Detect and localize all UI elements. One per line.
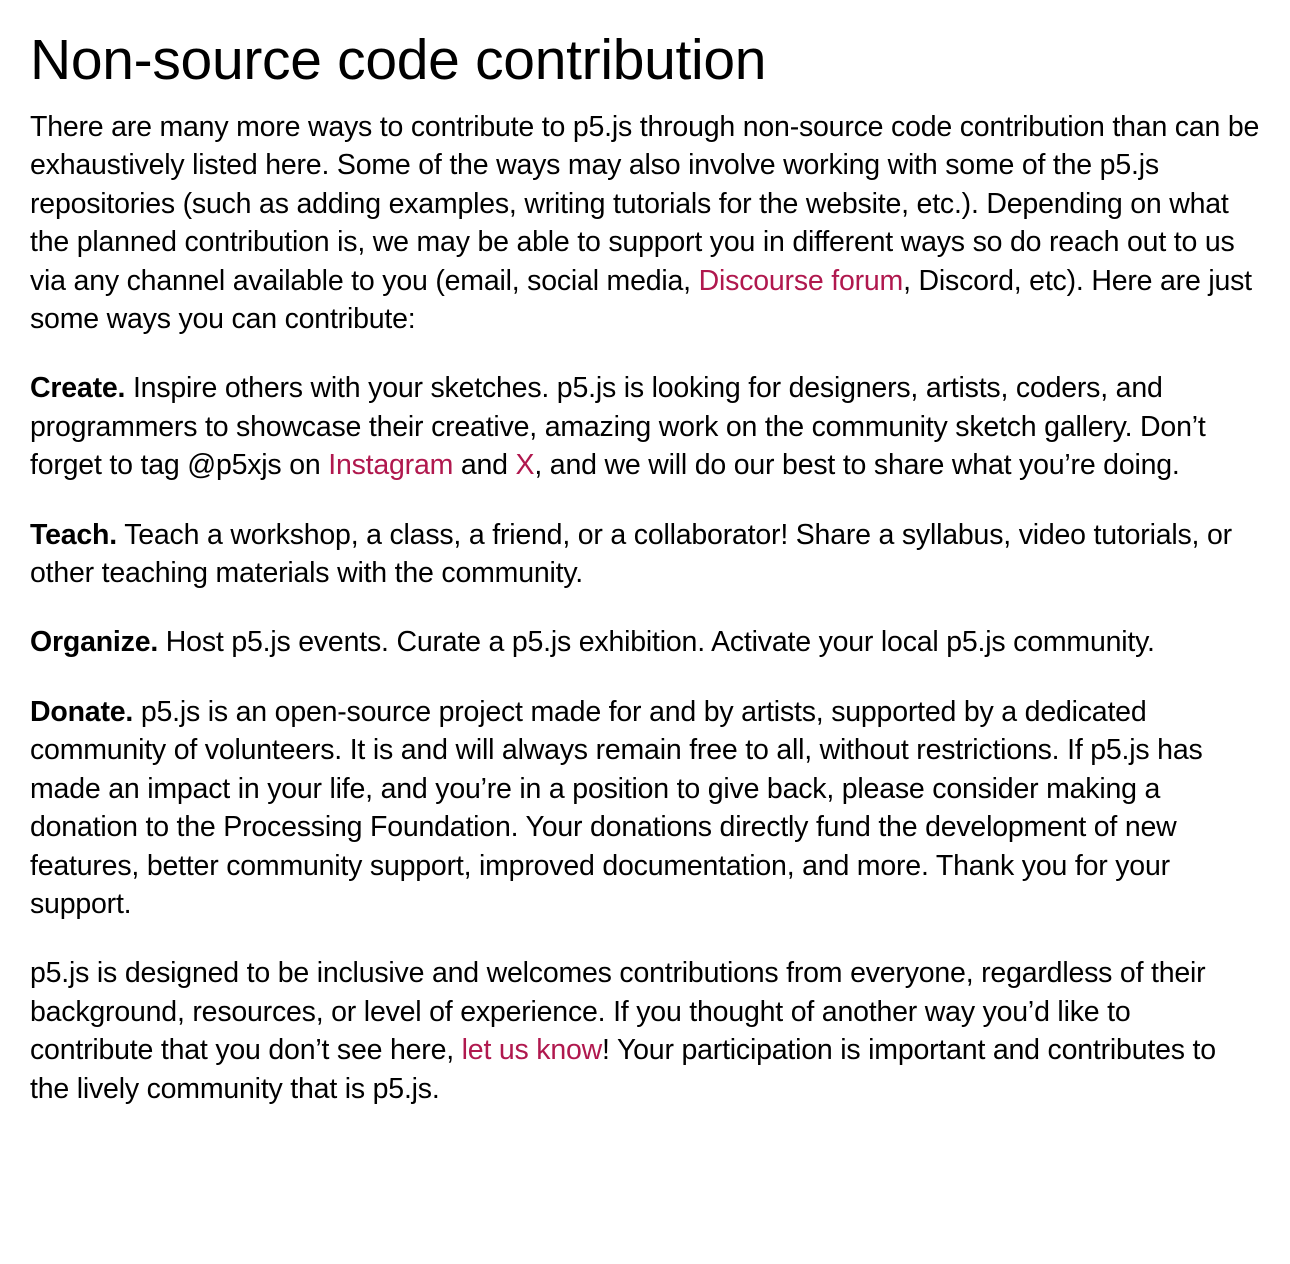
closing-paragraph — [30, 954, 1260, 1108]
intro-paragraph — [30, 108, 1260, 338]
create-text-3: , and we will do our best to share what you’re doing. — [534, 449, 1180, 482]
intro-text-2: , Discord, etc). Here are just some ways you can contribute: — [30, 264, 1252, 336]
organize-label: Organize. — [30, 626, 159, 659]
discourse-forum-link[interactable]: Discourse forum — [698, 264, 904, 297]
create-text-1: Inspire others with your sketches. p5.js is looking for designers, artists, coders, and programmers to showcase their creative, amazing work on the community sketch gallery. Don’t forget to tag @p5xjs on — [30, 372, 1206, 482]
teach-label: Teach. — [30, 518, 117, 551]
organize-paragraph — [30, 623, 1260, 661]
closing-text-1: p5.js is designed to be inclusive and welcomes contributions from everyone, regardless of their background, resources, or level of experience. If you thought of another way you’d like to contribute that you don’t see here, — [30, 957, 1206, 1067]
donate-paragraph — [30, 693, 1260, 923]
instagram-link[interactable]: Instagram — [328, 449, 454, 482]
donate-text: p5.js is an open-source project made for and by artists, supported by a dedicated community of volunteers. It is and will always remain free to all, without restrictions. If p5.js has made an impact in your life, and you’re in a position to give back, please consider making a donation to the Processing Foundation. Your donations directly fund the development of new features, better community support, improved documentation, and more. Thank you for your support. — [30, 695, 1203, 920]
intro-text-1: There are many more ways to contribute to p5.js through non-source code contribution than can be exhaustively listed here. Some of the ways may also involve working with some of the p5.js repositories (such as adding examples, writing tutorials for the website, etc.). Depending on what the planned contribution is, we may be able to support you in different ways so do reach out to us via any channel available to you (email, social media, — [30, 111, 1260, 297]
create-label: Create. — [30, 372, 126, 405]
let-us-know-link[interactable]: let us know — [461, 1034, 603, 1067]
create-text-2: and — [453, 449, 516, 482]
x-link[interactable]: X — [515, 449, 535, 482]
teach-text: Teach a workshop, a class, a friend, or a collaborator! Share a syllabus, video tutorials, or other teaching materials with the community. — [30, 518, 1232, 590]
page-title: Non-source code contribution — [30, 28, 767, 92]
closing-text-2: ! Your participation is important and contributes to the lively community that is p5.js. — [30, 1034, 1216, 1105]
donate-label: Donate. — [30, 695, 134, 728]
organize-text: Host p5.js events. Curate a p5.js exhibition. Activate your local p5.js community. — [158, 626, 1155, 659]
create-paragraph — [30, 369, 1260, 484]
teach-paragraph — [30, 516, 1260, 593]
